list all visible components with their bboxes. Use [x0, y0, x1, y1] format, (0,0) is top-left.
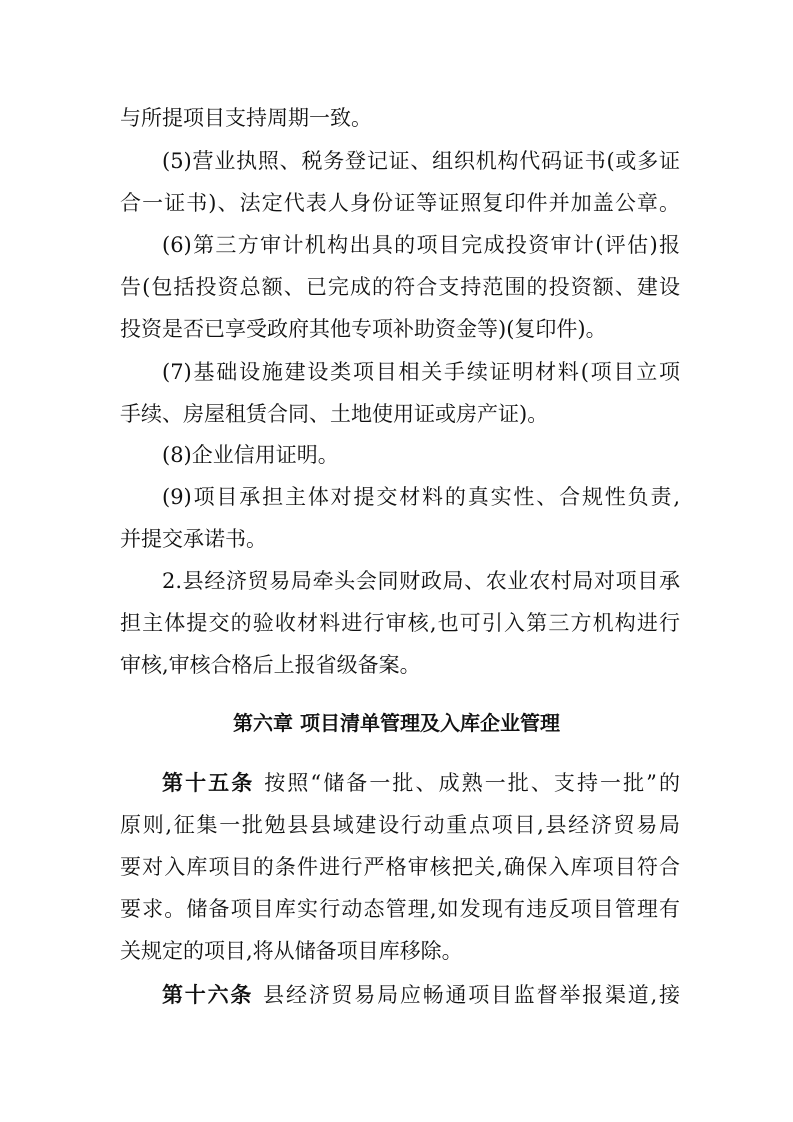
paragraph-line: 与所提项目支持周期一致。: [120, 106, 372, 130]
article-16-line: [162, 980, 680, 1010]
paragraph-line: 原则,征集一批勉县县域建设行动重点项目,县经济贸易局: [120, 813, 680, 837]
paragraph-line: 投资是否已享受政府其他专项补助资金等)(复印件)。: [120, 317, 607, 341]
chapter-title: 第六章 项目清单管理及入库企业管理: [233, 711, 560, 735]
paragraph-line: 担主体提交的验收材料进行审核,也可引入第三方机构进行: [120, 611, 680, 635]
paragraph-line: 合一证书)、法定代表人身份证等证照复印件并加盖公章。: [120, 191, 680, 215]
article-text: 县经济贸易局应畅通项目监督举报渠道,接: [263, 983, 680, 1007]
paragraph-line: 关规定的项目,将从储备项目库移除。: [120, 939, 463, 963]
article-text: 按照“储备一批、成熟一批、支持一批”的: [264, 771, 680, 795]
article-label: 第十五条: [162, 771, 255, 795]
paragraph-line: 2.县经济贸易局牵头会同财政局、农业农村局对项目承: [162, 569, 680, 593]
paragraph-line: 要求。储备项目库实行动态管理,如发现有违反项目管理有: [120, 897, 680, 921]
paragraph-line: (8)企业信用证明。: [162, 443, 339, 467]
paragraph-line: (5)营业执照、税务登记证、组织机构代码证书(或多证: [162, 149, 680, 173]
article-15-line: [162, 768, 680, 798]
article-label: 第十六条: [162, 983, 254, 1007]
paragraph-line: (6)第三方审计机构出具的项目完成投资审计(评估)报: [162, 233, 680, 257]
paragraph-line: 手续、房屋租赁合同、土地使用证或房产证)。: [120, 402, 549, 426]
paragraph-line: 要对入库项目的条件进行严格审核把关,确保入库项目符合: [120, 855, 680, 879]
paragraph-line: 审核,审核合格后上报省级备案。: [120, 653, 421, 677]
paragraph-line: (9)项目承担主体对提交材料的真实性、合规性负责,: [162, 485, 680, 509]
paragraph-line: 并提交承诺书。: [120, 527, 267, 551]
paragraph-line: 告(包括投资总额、已完成的符合支持范围的投资额、建设: [120, 275, 680, 299]
paragraph-line: (7)基础设施建设类项目相关手续证明材料(项目立项: [162, 360, 680, 384]
